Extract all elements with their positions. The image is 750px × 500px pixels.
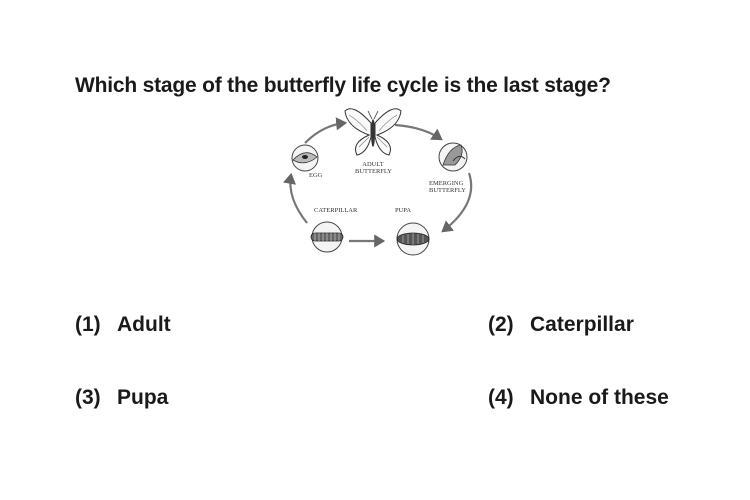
option-3[interactable] (75, 386, 168, 410)
label-emerging-butterfly (429, 180, 466, 194)
option-4[interactable] (488, 386, 669, 410)
butterfly-life-cycle-diagram (283, 103, 483, 261)
label-pupa: PUPA (395, 207, 412, 214)
arrow-egg-to-adult (305, 123, 345, 143)
option-2-text: Caterpillar (530, 313, 634, 336)
option-2[interactable] (488, 313, 634, 337)
label-adult-butterfly (355, 161, 391, 175)
egg-stage-icon (292, 145, 318, 171)
caterpillar-icon (311, 222, 343, 252)
option-1-text: Adult (117, 313, 171, 336)
adult-butterfly-icon (345, 109, 401, 155)
option-4-text: None of these (530, 386, 669, 409)
option-3-number: (3) (75, 386, 101, 409)
label-adult-line2: BUTTERFLY (355, 168, 392, 175)
option-1-number: (1) (75, 313, 101, 336)
pupa-icon (397, 223, 429, 255)
label-emerging-line2: BUTTERFLY (429, 187, 466, 194)
question-text: Which stage of the butterfly life cycle is the last stage? (75, 74, 611, 97)
label-adult-line1: ADULT (362, 161, 384, 168)
label-emerging-line1: EMERGING (429, 180, 464, 187)
arrow-adult-to-emerging (395, 125, 441, 139)
option-4-number: (4) (488, 386, 514, 409)
option-3-text: Pupa (117, 386, 169, 409)
option-1[interactable] (75, 313, 171, 337)
label-caterpillar: CATERPILLAR (314, 207, 358, 214)
label-egg: EGG (309, 172, 323, 179)
emerging-butterfly-icon (439, 143, 467, 171)
option-2-number: (2) (488, 313, 514, 336)
arrow-caterpillar-to-egg (290, 175, 307, 223)
